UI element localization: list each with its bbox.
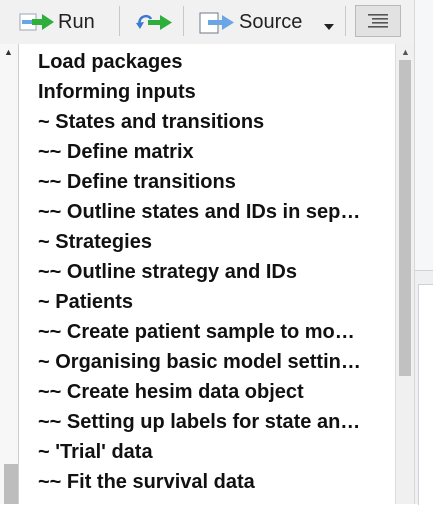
outline-item[interactable]: ~ Strategies xyxy=(38,231,152,253)
outline-toggle-button[interactable] xyxy=(355,5,401,37)
adjacent-pane-top xyxy=(415,0,433,271)
source-dropdown-button[interactable] xyxy=(318,7,340,37)
scroll-up-icon[interactable]: ▲ xyxy=(401,47,410,57)
outline-item[interactable]: ~ Patients xyxy=(38,291,134,313)
toolbar-separator xyxy=(119,6,120,36)
run-button[interactable] xyxy=(18,7,95,37)
outline-item[interactable]: ~~ Outline strategy and IDs xyxy=(38,261,297,283)
left-scroll-thumb[interactable] xyxy=(4,464,18,504)
outline-lines-icon xyxy=(366,12,390,30)
toolbar-separator xyxy=(183,6,184,36)
outline-item[interactable]: ~ 'Trial' data xyxy=(38,441,153,463)
run-arrow-icon xyxy=(18,11,56,33)
source-label: Source xyxy=(239,11,303,33)
rerun-icon xyxy=(134,11,174,33)
outline-item[interactable]: Load packages xyxy=(38,51,183,73)
source-icon xyxy=(198,10,236,34)
adjacent-pane-edge xyxy=(414,0,433,504)
outline-item[interactable]: Informing inputs xyxy=(38,81,196,103)
scroll-up-icon[interactable]: ▲ xyxy=(4,47,13,57)
run-label: Run xyxy=(58,11,95,33)
outline-item[interactable]: ~~ Define matrix xyxy=(38,141,194,163)
left-scrollbar[interactable] xyxy=(0,44,18,504)
outline-item[interactable]: ~~ Fit the survival data xyxy=(38,471,255,493)
editor-toolbar xyxy=(0,0,433,45)
outline-item[interactable]: ~~ Define transitions xyxy=(38,171,236,193)
outline-item[interactable]: ~~ Outline states and IDs in sep… xyxy=(38,201,361,223)
document-outline-list xyxy=(18,44,396,504)
source-button[interactable] xyxy=(198,7,302,37)
outline-item[interactable]: ~~ Create patient sample to mo… xyxy=(38,321,355,343)
rerun-button[interactable] xyxy=(134,7,174,37)
outline-item[interactable]: ~~ Create hesim data object xyxy=(38,381,304,403)
adjacent-pane-bottom xyxy=(418,284,433,505)
outline-scrollbar[interactable] xyxy=(395,44,414,504)
outline-item[interactable]: ~ Organising basic model settin… xyxy=(38,351,361,373)
outline-item[interactable]: ~~ Setting up labels for state an… xyxy=(38,411,361,433)
caret-down-icon xyxy=(323,18,335,26)
outline-scroll-thumb[interactable] xyxy=(399,60,411,376)
outline-item[interactable]: ~ States and transitions xyxy=(38,111,265,133)
toolbar-separator xyxy=(345,6,346,36)
